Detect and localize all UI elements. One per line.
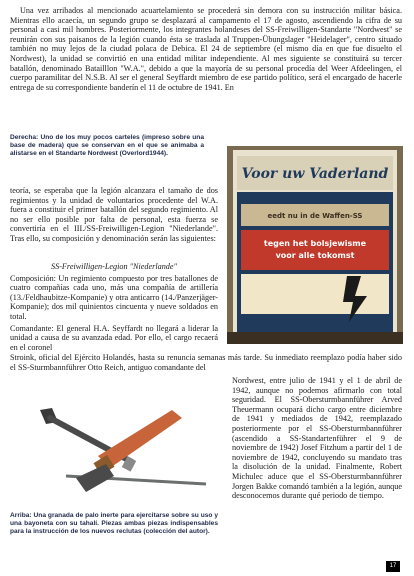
commander-text: Comandante: El general H.A. Seyffardt no llegará a liderar la unidad a causa de su avanzada edad. Por ello, el cargo recaerá en el coronel [10, 323, 218, 352]
left-column-paragraph [10, 186, 218, 244]
poster-line4: voor alle tokomst [275, 251, 355, 260]
poster-line1: Voor uw Vaderland [241, 166, 389, 182]
unit-composition-block [10, 262, 218, 352]
intro-paragraph [10, 6, 402, 92]
poster-caption [10, 134, 204, 158]
full-width-text: Stroink, oficial del Ejército Holandés, hasta su renuncia semanas más tarde. Su inmediato reemplazo podía haber sido el SS-Sturmbannführer Otto Reich, antiguo comandante del [10, 353, 402, 372]
grenade-caption-text: Arriba: Una granada de palo inerte para ejercitarse sobre su uso y una bayoneta con su tahalí. Piezas ambas piezas indispensables para la instrucción de los nuevos reclutas (colección del autor). [10, 512, 218, 535]
poster-caption-text: Derecha: Uno de los muy pocos carteles (impreso sobre una base de madera) que se conservan en el que se animaba a alistarse en el Standarte Nordwest (Overlord1944). [10, 134, 204, 157]
page-number: 17 [386, 561, 400, 572]
recruitment-poster-photo [227, 146, 403, 344]
grenade-bayonet-image [36, 406, 212, 498]
poster-line3: eedt nu in de Waffen-SS [267, 212, 363, 220]
grenade-caption [10, 512, 218, 536]
full-width-paragraph [10, 353, 402, 372]
intro-text: Una vez arribados al mencionado acuartelamiento se procederá sin demora con su instrucción militar básica. Mientras ello acaecía, un segundo grupo se desplazará al campamento el 17 de agosto, ascendiendo la cifra de su personal a casi mil hombres. Posteriormente, los integrantes holandeses del SS-Freiwilligen-Standarte "Nordwest" se reunirán con sus paisanos de la legión cuando ésta se traslada al Truppen-Übungslager "Heidelager", centro situado también no muy lejos de la ciudad polaca de Debica. El 24 de septiembre (el mismo día en que fue disuelto el Nordwest), la unidad se convirtió en una entidad militar independiente. Al mes siguiente se constituirá su tercer batallón, denominado Batailllon "W.A.", debido a que la mayoría de su personal procedía del Weer Afdeelingen, el cuerpo paramilitar del N.S.B. Al ser el general Seyffardt miembro de ese partido político, será el encargado de hacerle entrega de su correspondiente banderín el 11 de octubre de 1941. En [10, 6, 402, 92]
right-column-paragraph [232, 376, 402, 501]
left-column-text: teoría, se esperaba que la legión alcanzara el tamaño de dos regimientos y la unidad de voluntarios procedente del W.A. fuera a constituir el primer batallón del segundo regimiento. Al no ser ello posible por falta de personal, esta fuerza se convertiría en el III./SS-Freiwilligen-Legion "Niederlande". Tras ello, su composición y denominación serán las siguientes: [10, 186, 218, 243]
right-column-text: Nordwest, entre julio de 1941 y el 1 de abril de 1942, aunque no podemos afirmarlo con total seguridad. El SS-Obersturmbannführer Arved Theuermann ocupará dicho cargo entre diciembre de 1941 y mediados de 1942, reemplazado posteriormente por el SS-Obersturmbannführer (ascendido a SS-Standartenführer el 9 de noviembre de 1942) Josef Fitzhum a partir del 1 de noviembre de 1942, concluyendo su mandato tras la disolución de la unidad. Finalmente, Robert Michulec aduce que el SS-Obersturmbannführer Jorgen Bakke comandó también a la legión, aunque desconocemos durante qué periodo de tiempo. [232, 376, 402, 501]
composition-text: Composición: Un regimiento compuesto por tres batallones de cuatro compañías cada uno, más una compañía de artillería (13./Feldhaubitze-Kompanie) y otra anticarro (14./Panzerjäger-Kompanie); dos mil quinientos cincuenta y nueve soldados en total. [10, 273, 218, 321]
unit-title: SS-Freiwilligen-Legion "Niederlande" [51, 262, 177, 271]
poster-image [227, 146, 403, 344]
grenade-bayonet-photo [36, 406, 212, 498]
poster-line2: tegen het bolsjewisme [263, 239, 367, 248]
